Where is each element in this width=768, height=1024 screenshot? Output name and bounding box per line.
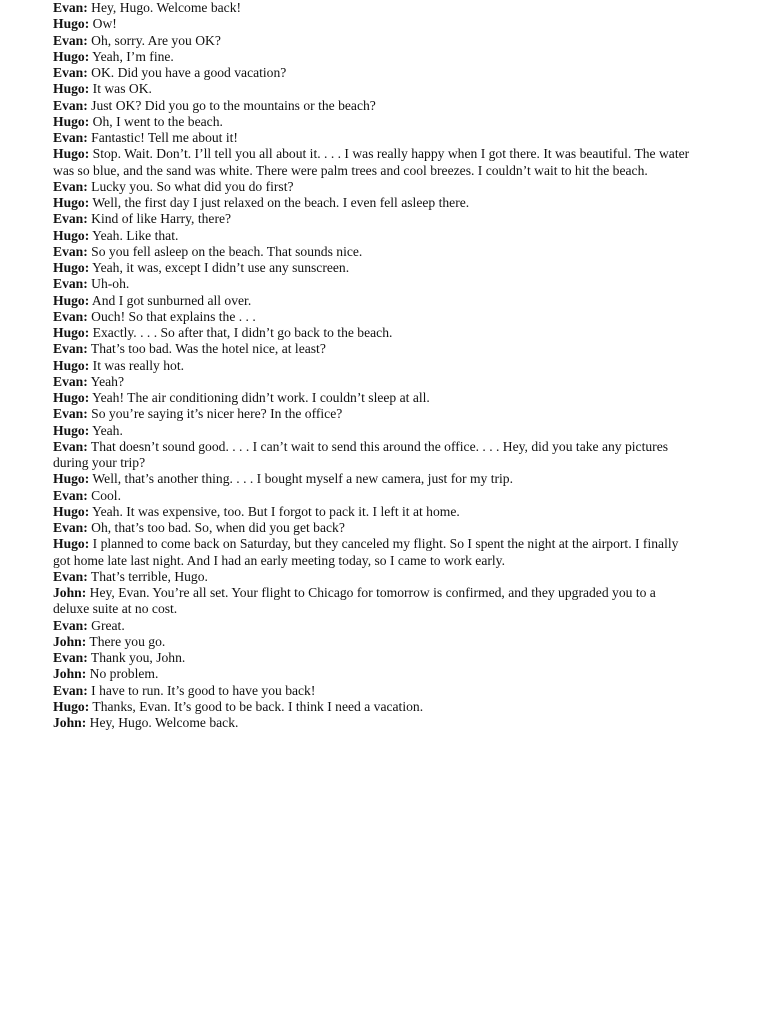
dialogue-line — [53, 325, 693, 341]
speaker-name: Hugo: — [53, 292, 90, 308]
speaker-name: Evan: — [53, 308, 88, 324]
dialogue-line — [53, 211, 693, 227]
line-text: I planned to come back on Saturday, but they canceled my flight. So I spent the night at the airport. I finally got home late last night. And I had an early meeting today, so I came to work early. — [53, 536, 679, 568]
line-text: Thank you, John. — [87, 650, 186, 665]
speaker-name: Evan: — [53, 32, 88, 48]
dialogue-line — [53, 488, 693, 504]
dialogue-line — [53, 276, 693, 292]
line-text: It was really hot. — [89, 357, 185, 373]
speaker-name: John: — [53, 633, 87, 649]
speaker-name: Evan: — [53, 341, 88, 357]
dialogue-line — [53, 471, 693, 487]
dialogue-line — [53, 114, 693, 130]
line-text: That’s too bad. Was the hotel nice, at least? — [87, 341, 326, 357]
dialogue-line — [53, 569, 693, 585]
speaker-name: Evan: — [53, 406, 88, 422]
dialogue-line — [53, 341, 693, 357]
dialogue-line — [53, 666, 693, 682]
dialogue-line — [53, 520, 693, 536]
speaker-name: Hugo: — [53, 146, 90, 162]
speaker-name: Hugo: — [53, 471, 90, 487]
speaker-name: Evan: — [53, 65, 88, 80]
line-text: That doesn’t sound good. . . . I can’t wait to send this around the office. . . . Hey, did you take any pictures during your trip? — [53, 438, 669, 470]
speaker-name: Hugo: — [53, 81, 90, 97]
speaker-name: Evan: — [53, 0, 88, 15]
speaker-name: Evan: — [53, 682, 88, 698]
line-text: Yeah! The air conditioning didn’t work. I couldn’t sleep at all. — [89, 390, 430, 405]
dialogue-line — [53, 179, 693, 195]
line-text: Stop. Wait. Don’t. I’ll tell you all about it. . . . I was really happy when I got there. It was beautiful. The water was so blue, and the sand was white. There were palm trees and cool breezes. I couldn’t wait to hit the beach. — [53, 146, 690, 178]
line-text: I have to run. It’s good to have you back! — [87, 682, 316, 698]
speaker-name: Hugo: — [53, 113, 90, 129]
dialogue-line — [53, 358, 693, 374]
speaker-name: Evan: — [53, 487, 88, 503]
speaker-name: Hugo: — [53, 536, 90, 552]
speaker-name: Hugo: — [53, 503, 90, 519]
dialogue-line — [53, 98, 693, 114]
dialogue-line — [53, 423, 693, 439]
speaker-name: John: — [53, 585, 87, 600]
speaker-name: Hugo: — [53, 48, 90, 64]
speaker-name: Evan: — [53, 520, 88, 535]
dialogue-line — [53, 0, 693, 16]
line-text: Lucky you. So what did you do first? — [87, 178, 294, 194]
line-text: It was OK. — [89, 81, 152, 97]
line-text: Hey, Hugo. Welcome back! — [87, 0, 242, 15]
speaker-name: Evan: — [53, 438, 88, 454]
line-text: Just OK? Did you go to the mountains or the beach? — [87, 97, 376, 113]
line-text: And I got sunburned all over. — [89, 292, 252, 308]
dialogue-line — [53, 390, 693, 406]
dialogue-line — [53, 65, 693, 81]
dialogue-line — [53, 634, 693, 650]
dialogue-line — [53, 715, 693, 731]
line-text: That’s terrible, Hugo. — [87, 568, 208, 584]
speaker-name: Evan: — [53, 650, 88, 665]
line-text: Oh, sorry. Are you OK? — [87, 32, 221, 48]
speaker-name: John: — [53, 666, 87, 682]
speaker-name: Evan: — [53, 568, 88, 584]
speaker-name: Evan: — [53, 276, 88, 292]
speaker-name: Evan: — [53, 373, 88, 389]
line-text: Yeah. It was expensive, too. But I forgot to pack it. I left it at home. — [89, 503, 460, 519]
line-text: Uh-oh. — [87, 276, 130, 292]
line-text: Great. — [87, 617, 125, 633]
dialogue-line — [53, 244, 693, 260]
speaker-name: Evan: — [53, 617, 88, 633]
dialogue-line — [53, 228, 693, 244]
line-text: So you’re saying it’s nicer here? In the office? — [87, 406, 343, 422]
line-text: Yeah? — [87, 373, 124, 389]
line-text: Well, the first day I just relaxed on the beach. I even fell asleep there. — [89, 195, 470, 210]
speaker-name: Hugo: — [53, 325, 90, 340]
dialogue-line — [53, 618, 693, 634]
line-text: Hey, Hugo. Welcome back. — [86, 715, 239, 730]
dialogue-line — [53, 374, 693, 390]
speaker-name: Evan: — [53, 178, 88, 194]
line-text: OK. Did you have a good vacation? — [87, 65, 287, 80]
line-text: Ow! — [89, 16, 117, 32]
dialogue-transcript — [53, 0, 693, 731]
dialogue-line — [53, 504, 693, 520]
line-text: Well, that’s another thing. . . . I bought myself a new camera, just for my trip. — [89, 471, 514, 487]
speaker-name: Evan: — [53, 130, 88, 145]
dialogue-line — [53, 260, 693, 276]
dialogue-line — [53, 683, 693, 699]
speaker-name: Hugo: — [53, 16, 90, 32]
dialogue-line — [53, 536, 693, 569]
line-text: Oh, that’s too bad. So, when did you get back? — [87, 520, 345, 535]
speaker-name: Hugo: — [53, 227, 90, 243]
dialogue-line — [53, 130, 693, 146]
speaker-name: Hugo: — [53, 422, 90, 438]
line-text: Fantastic! Tell me about it! — [87, 130, 238, 145]
line-text: Kind of like Harry, there? — [87, 211, 232, 227]
dialogue-line — [53, 406, 693, 422]
dialogue-line — [53, 49, 693, 65]
dialogue-line — [53, 585, 693, 618]
speaker-name: John: — [53, 715, 87, 730]
speaker-name: Hugo: — [53, 195, 90, 210]
dialogue-line — [53, 293, 693, 309]
speaker-name: Hugo: — [53, 390, 90, 405]
line-text: Ouch! So that explains the . . . — [87, 308, 256, 324]
line-text: Yeah. — [89, 422, 123, 438]
line-text: Hey, Evan. You’re all set. Your flight to Chicago for tomorrow is confirmed, and they upgraded you to a deluxe suite at no cost. — [53, 585, 656, 617]
speaker-name: Evan: — [53, 211, 88, 227]
line-text: Yeah. Like that. — [89, 227, 179, 243]
line-text: Exactly. . . . So after that, I didn’t go back to the beach. — [89, 325, 393, 340]
dialogue-line — [53, 309, 693, 325]
line-text: Thanks, Evan. It’s good to be back. I think I need a vacation. — [89, 698, 424, 714]
dialogue-line — [53, 33, 693, 49]
line-text: So you fell asleep on the beach. That sounds nice. — [87, 243, 363, 259]
speaker-name: Hugo: — [53, 260, 90, 275]
speaker-name: Evan: — [53, 243, 88, 259]
line-text: There you go. — [86, 633, 166, 649]
line-text: Oh, I went to the beach. — [89, 113, 223, 129]
line-text: Yeah, it was, except I didn’t use any sunscreen. — [89, 260, 350, 275]
dialogue-line — [53, 16, 693, 32]
dialogue-line — [53, 146, 693, 179]
dialogue-line — [53, 650, 693, 666]
line-text: Cool. — [87, 487, 121, 503]
dialogue-line — [53, 439, 693, 472]
speaker-name: Evan: — [53, 97, 88, 113]
dialogue-line — [53, 81, 693, 97]
dialogue-line — [53, 699, 693, 715]
line-text: Yeah, I’m fine. — [89, 48, 174, 64]
dialogue-line — [53, 195, 693, 211]
speaker-name: Hugo: — [53, 698, 90, 714]
speaker-name: Hugo: — [53, 357, 90, 373]
line-text: No problem. — [86, 666, 159, 682]
